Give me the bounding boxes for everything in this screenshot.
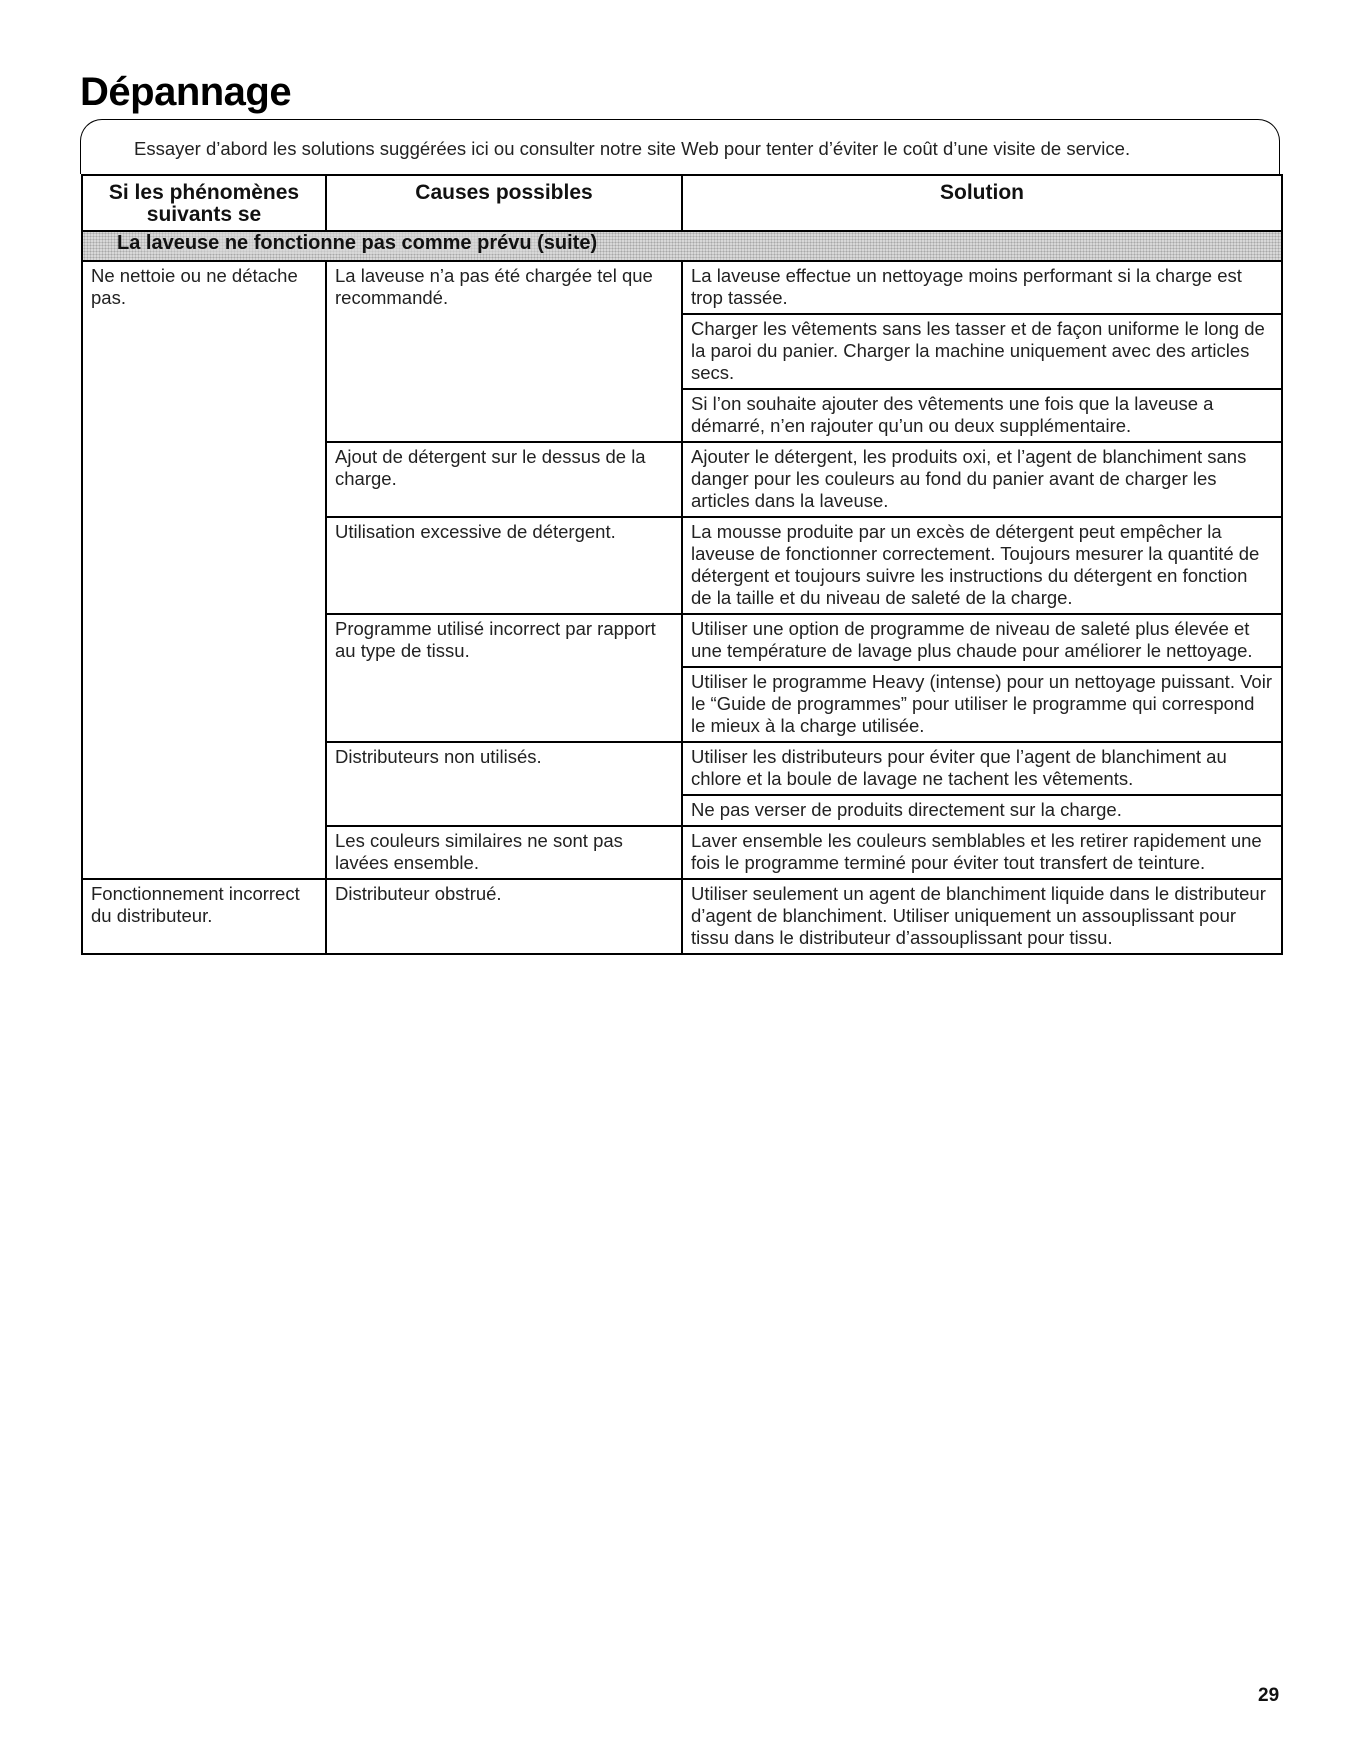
table-row [82,795,1282,826]
solution-cell: Charger les vêtements sans les tasser et de façon uniforme le long de la paroi du panier. Charger la machine uniquement avec des articles secs. [682,314,1282,389]
cause-cell-continued [326,314,682,389]
symptom-cell-continued [82,314,326,389]
page-number: 29 [1258,1685,1280,1706]
solution-cell: Laver ensemble les couleurs semblables et les retirer rapidement une fois le programme terminé pour éviter tout transfert de teinture. [682,826,1282,879]
cause-cell-continued [326,795,682,826]
intro-text: Essayer d’abord les solutions suggérées ici ou consulter notre site Web pour tenter d’éviter le coût d’une visite de service. [134,138,1131,159]
table-row [82,742,1282,795]
header-solution: Solution [682,175,1282,231]
section-row [82,231,1282,261]
table-row [82,826,1282,879]
troubleshooting-table [81,174,1283,955]
symptom-cell-continued [82,517,326,614]
table-row [82,261,1282,314]
table-header-row [82,175,1282,231]
table-row [82,614,1282,667]
cause-cell: La laveuse n’a pas été chargée tel que recommandé. [326,261,682,314]
solution-cell: Utiliser le programme Heavy (intense) pour un nettoyage puissant. Voir le “Guide de programmes” pour utiliser le programme qui correspond le mieux à la charge utilisée. [682,667,1282,742]
symptom-cell-continued [82,442,326,517]
cause-cell: Distributeurs non utilisés. [326,742,682,795]
symptom-cell-continued [82,826,326,879]
header-cause: Causes possibles [326,175,682,231]
solution-cell: Si l’on souhaite ajouter des vêtements une fois que la laveuse a démarré, n’en rajouter qu’un ou deux supplémentaire. [682,389,1282,442]
table-row [82,442,1282,517]
table-row [82,879,1282,954]
solution-cell: Utiliser les distributeurs pour éviter que l’agent de blanchiment au chlore et la boule de lavage ne tachent les vêtements. [682,742,1282,795]
header-symptom: Si les phénomènes suivants se [82,175,326,231]
symptom-cell-continued [82,667,326,742]
solution-cell: Ajouter le détergent, les produits oxi, et l’agent de blanchiment sans danger pour les couleurs au fond du panier avant de charger les articles dans la laveuse. [682,442,1282,517]
symptom-cell-continued [82,795,326,826]
solution-cell: La laveuse effectue un nettoyage moins performant si la charge est trop tassée. [682,261,1282,314]
cause-cell-continued [326,389,682,442]
cause-cell-continued [326,667,682,742]
page-title: Dépannage [80,70,292,114]
solution-cell: Utiliser seulement un agent de blanchiment liquide dans le distributeur d’agent de blanchiment. Utiliser uniquement un assouplissant pour tissu dans le distributeur d’assouplissant pour tissu. [682,879,1282,954]
cause-cell: Ajout de détergent sur le dessus de la charge. [326,442,682,517]
table-row [82,389,1282,442]
symptom-cell-continued [82,742,326,795]
symptom-cell-continued [82,614,326,667]
table-row [82,517,1282,614]
section-label: La laveuse ne fonctionne pas comme prévu (suite) [113,232,601,254]
table-row [82,667,1282,742]
cause-cell: Utilisation excessive de détergent. [326,517,682,614]
solution-cell: La mousse produite par un excès de détergent peut empêcher la laveuse de fonctionner correctement. Toujours mesurer la quantité de détergent et toujours suivre les instructions du détergent en fonction de la taille et du niveau de saleté de la charge. [682,517,1282,614]
symptom-cell-continued [82,389,326,442]
cause-cell: Distributeur obstrué. [326,879,682,954]
symptom-cell: Fonctionnement incorrect du distributeur. [82,879,326,954]
cause-cell: Les couleurs similaires ne sont pas lavées ensemble. [326,826,682,879]
solution-cell: Utiliser une option de programme de niveau de saleté plus élevée et une température de lavage plus chaude pour améliorer le nettoyage. [682,614,1282,667]
table-row [82,314,1282,389]
symptom-cell: Ne nettoie ou ne détache pas. [82,261,326,314]
section-heading [82,231,1282,261]
cause-cell: Programme utilisé incorrect par rapport au type de tissu. [326,614,682,667]
solution-cell: Ne pas verser de produits directement sur la charge. [682,795,1282,826]
